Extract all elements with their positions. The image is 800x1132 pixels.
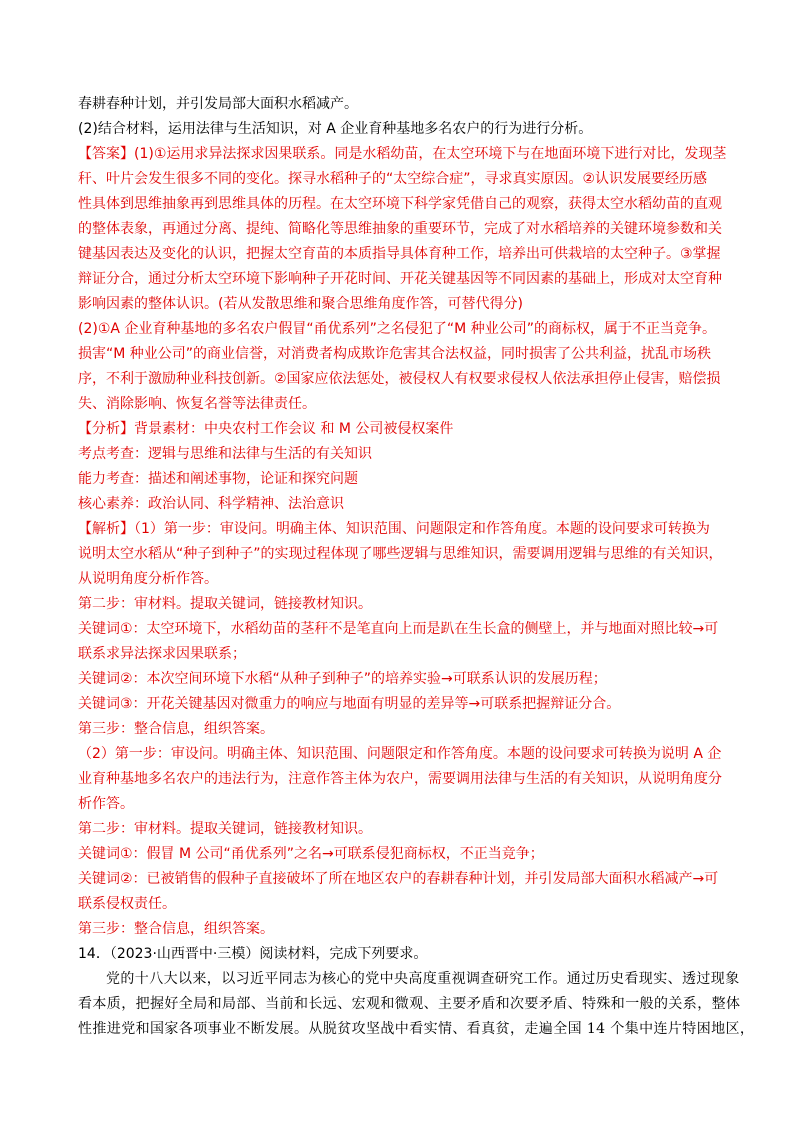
- text-line: 能力考查：描述和阐述事物，论证和探究问题: [78, 471, 358, 487]
- text-line: 第二步：审材料。提取关键词，链接教材知识。: [78, 596, 372, 612]
- text-line: 秆、叶片会发生很多不同的变化。探寻水稻种子的“太空综合症”，寻求真实原因。②认识发展要经历感: [78, 171, 708, 187]
- text-line: 性具体到思维抽象再到思维具体的历程。在太空环境下科学家凭借自己的观察，获得太空水稻幼苗的直观: [78, 196, 722, 212]
- text-line: 关键词②：已被销售的假种子直接破坏了所在地区农户的春耕春种计划，并引发局部大面积水稻减产→可: [78, 871, 719, 887]
- text-line: 关键词③：开花关键基因对微重力的响应与地面有明显的差异等→可联系把握辩证分合。: [78, 696, 621, 712]
- text-line: 键基因表达及变化的认识，把握太空育苗的本质指导具体育种工作，培养出可供栽培的太空种子。③掌握: [78, 246, 721, 262]
- text-line: 【解析】（1）第一步：审设问。明确主体、知识范围、问题限定和作答角度。本题的设问要求可转换为: [78, 521, 710, 537]
- text-line: 辩证分合，通过分析太空环境下影响种子开花时间、开花关键基因等不同因素的基础上，形成对太空育种: [78, 271, 722, 287]
- text-line: 14．（2023·山西晋中·三模）阅读材料，完成下列要求。: [78, 946, 428, 962]
- text-line: （2）第一步：审设问。明确主体、知识范围、问题限定和作答角度。本题的设问要求可转换为说明 A 企: [78, 746, 722, 762]
- text-line: 第三步：整合信息，组织答案。: [78, 921, 274, 937]
- text-line: (2)①A 企业育种基地的多名农户假冒“甬优系列”之名侵犯了“M 种业公司”的商标权，属于不正当竞争。: [78, 321, 716, 337]
- text-line: 业育种基地多名农户的违法行为，注意作答主体为农户，需要调用法律与生活的有关知识，从说明角度分: [78, 771, 722, 787]
- text-line: 第三步：整合信息，组织答案。: [78, 721, 274, 737]
- text-line: 说明太空水稻从“种子到种子”的实现过程体现了哪些逻辑与思维知识，需要调用逻辑与思维的有关知识，: [78, 546, 723, 562]
- text-line: 损害“M 种业公司”的商业信誉，对消费者构成欺诈危害其合法权益，同时损害了公共利益，扰乱市场秩: [78, 346, 712, 362]
- text-line: (2)结合材料，运用法律与生活知识，对 A 企业育种基地多名农户的行为进行分析。: [78, 121, 593, 137]
- text-line: 【分析】背景素材：中央农村工作会议 和 M 公司被侵权案件: [78, 421, 454, 437]
- text-line: 的整体表象，再通过分离、提纯、简略化等思维抽象的重要环节，完成了对水稻培养的关键环境参数和关: [78, 221, 722, 237]
- text-line: 春耕春种计划，并引发局部大面积水稻减产。: [78, 96, 358, 112]
- text-line: 【答案】(1)①运用求异法探求因果联系。同是水稻幼苗，在太空环境下与在地面环境下进行对比，发现茎: [78, 146, 727, 162]
- text-line: 失、消除影响、恢复名誉等法律责任。: [78, 396, 316, 412]
- text-line: 关键词①：假冒 M 公司“甬优系列”之名→可联系侵犯商标权，不正当竞争；: [78, 846, 544, 862]
- text-line: 析作答。: [78, 796, 134, 812]
- text-line: 考点考查：逻辑与思维和法律与生活的有关知识: [78, 446, 372, 462]
- text-line: 关键词①：太空环境下，水稻幼苗的茎秆不是笔直向上而是趴在生长盒的侧壁上，并与地面对照比较→可: [78, 621, 719, 637]
- text-line: 核心素养：政治认同、科学精神、法治意识: [78, 496, 344, 512]
- text-line: 党的十八大以来，以习近平同志为核心的党中央高度重视调查研究工作。通过历史看现实、透过现象: [106, 971, 740, 987]
- text-line: 从说明角度分析作答。: [78, 571, 218, 587]
- text-line: 性推进党和国家各项事业不断发展。从脱贫攻坚战中看实情、看真贫，走遍全国 14 个集中连片特困地区，: [78, 1021, 755, 1037]
- text-line: 看本质，把握好全局和局部、当前和长远、宏观和微观、主要矛盾和次要矛盾、特殊和一般的关系，整体: [78, 996, 741, 1012]
- text-line: 序，不利于激励种业科技创新。②国家应依法惩处，被侵权人有权要求侵权人依法承担停止侵害，赔偿损: [78, 371, 721, 387]
- text-line: 第二步：审材料。提取关键词，链接教材知识。: [78, 821, 372, 837]
- text-line: 联系求异法探求因果联系；: [78, 646, 246, 662]
- text-line: 联系侵权责任。: [78, 896, 176, 912]
- text-line: 关键词②：本次空间环境下水稻“从种子到种子”的培养实验→可联系认识的发展历程；: [78, 671, 607, 687]
- text-line: 影响因素的整体认识。(若从发散思维和聚合思维角度作答，可替代得分): [78, 296, 523, 312]
